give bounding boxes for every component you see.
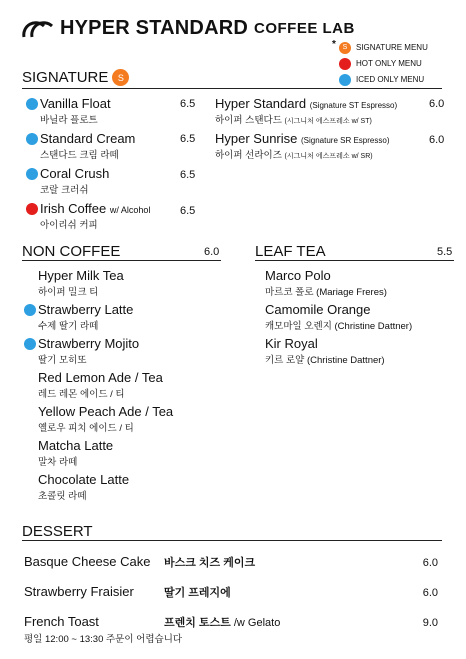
item-name-ko: 하이퍼 밀크 티 (38, 287, 99, 298)
item-price: 6.0 (429, 134, 445, 146)
signature-item (40, 166, 200, 196)
item-name: Hyper Standard (215, 96, 307, 111)
dessert-item (24, 614, 438, 630)
item-note: (Signature SR Espresso) (301, 136, 390, 145)
item-name-ko: 캐모마일 오렌지 (Christine Dattner) (265, 321, 413, 332)
signature-item (215, 131, 425, 161)
item-name-ko: 스탠다드 크림 라떼 (40, 150, 119, 161)
brand-header (22, 17, 355, 40)
hot-dot-icon (339, 58, 351, 70)
item-name-ko: 키르 로얄 (Christine Dattner) (265, 355, 385, 366)
item-name-ko: 아이리쉬 커피 (40, 220, 98, 231)
item-name-ko: 하이퍼 선라이즈 (215, 150, 282, 161)
legend (332, 39, 428, 88)
item-price: 6.0 (422, 587, 438, 599)
signature-divider (22, 88, 442, 89)
signature-badge-icon: S (339, 42, 351, 54)
leaf-tea-divider (255, 260, 454, 261)
item-name-ko: 초콜릿 라떼 (38, 491, 87, 502)
item-name-ko: 바닐라 플로트 (40, 115, 98, 126)
non-coffee-item (38, 336, 139, 366)
legend-iced-label: ICED ONLY MENU (356, 75, 425, 84)
item-note: w/ Alcohol (109, 205, 151, 215)
legend-signature (339, 40, 428, 56)
signature-section-title (22, 69, 129, 86)
item-name: Irish Coffee (40, 201, 107, 216)
item-name-ko: 말차 라떼 (38, 457, 78, 468)
item-name-ko: 마르코 폴로 (Mariage Freres) (265, 287, 387, 298)
item-price: 6.5 (180, 205, 196, 217)
item-name: Hyper Sunrise (215, 131, 298, 146)
item-name-ko: 딸기 모히또 (38, 355, 87, 366)
brand-logo-icon (22, 20, 54, 38)
hot-dot-icon (26, 203, 38, 215)
dessert-item (24, 554, 438, 570)
non-coffee-item (38, 438, 113, 468)
signature-item (40, 131, 200, 161)
item-name: Strawberry Fraisier (24, 584, 134, 599)
iced-dot-icon (26, 133, 38, 145)
legend-hot (339, 56, 428, 72)
non-coffee-price: 6.0 (204, 246, 220, 258)
item-name: Yellow Peach Ade / Tea (38, 404, 174, 419)
item-name-ko: 프렌치 토스트 (164, 617, 231, 629)
iced-dot-icon (26, 168, 38, 180)
item-note: /w Gelato (233, 617, 281, 629)
iced-dot-icon (24, 304, 36, 316)
item-name: Red Lemon Ade / Tea (38, 370, 163, 385)
item-price: 6.5 (180, 98, 196, 110)
item-name: Kir Royal (265, 336, 318, 351)
signature-item (215, 96, 425, 126)
legend-iced (339, 72, 428, 88)
item-name-ko: 바스크 치즈 케이크 (164, 557, 256, 569)
item-name: Hyper Milk Tea (38, 268, 124, 283)
item-name-ko: 하이퍼 스탠다드 (215, 115, 282, 126)
non-coffee-item (38, 302, 133, 332)
item-name: Marco Polo (265, 268, 331, 283)
item-price: 6.5 (180, 133, 196, 145)
signature-item (40, 96, 200, 126)
iced-dot-icon (339, 74, 351, 86)
dessert-section-title: DESSERT (22, 523, 93, 540)
dessert-item (24, 584, 438, 600)
non-coffee-item (38, 268, 124, 298)
item-name: Standard Cream (40, 131, 136, 146)
leaf-tea-item (265, 336, 385, 366)
leaf-tea-item (265, 268, 387, 298)
item-name: French Toast (24, 614, 99, 629)
item-note-ko: (시그니처 에스프레소 w/ ST) (284, 118, 372, 125)
leaf-tea-section-title: LEAF TEA (255, 243, 326, 260)
brand-name: HYPER STANDARD (60, 17, 248, 39)
non-coffee-section-title: NON COFFEE (22, 243, 121, 260)
iced-dot-icon (26, 98, 38, 110)
dessert-note: 평일 12:00 ~ 13:30 주문이 어렵습니다 (24, 634, 183, 645)
item-name-ko: 딸기 프레지에 (164, 587, 231, 599)
item-name: Strawberry Latte (38, 302, 134, 317)
dessert-divider (22, 540, 442, 541)
legend-hot-label: HOT ONLY MENU (356, 59, 422, 68)
non-coffee-item (38, 370, 163, 400)
item-name-ko: 레드 레몬 에이드 / 티 (38, 389, 125, 400)
item-name-ko: 옐로우 피치 에이드 / 티 (38, 423, 134, 434)
item-name: Vanilla Float (40, 96, 111, 111)
iced-dot-icon (24, 338, 36, 350)
non-coffee-item (38, 472, 129, 502)
item-price: 6.5 (180, 169, 196, 181)
item-name: Matcha Latte (38, 438, 114, 453)
non-coffee-item (38, 404, 173, 434)
item-note-ko: (시그니처 에스프레소 w/ SR) (284, 153, 373, 160)
signature-item (40, 201, 200, 231)
item-name: Basque Cheese Cake (24, 554, 151, 569)
item-name-ko: 수제 딸기 라떼 (38, 321, 99, 332)
item-note: (Signature ST Espresso) (309, 101, 398, 110)
leaf-tea-price: 5.5 (437, 246, 453, 258)
item-price: 6.0 (422, 557, 438, 569)
legend-signature-label: SIGNATURE MENU (356, 43, 428, 52)
signature-badge-icon: S (112, 69, 129, 86)
item-name-ko: 코랄 크러쉬 (40, 185, 89, 196)
non-coffee-divider (22, 260, 221, 261)
item-price: 6.0 (429, 98, 445, 110)
item-name: Coral Crush (40, 166, 110, 181)
item-name: Chocolate Latte (38, 472, 130, 487)
item-name: Camomile Orange (265, 302, 371, 317)
item-price: 9.0 (422, 617, 438, 629)
item-name: Strawberry Mojito (38, 336, 140, 351)
brand-subtitle: COFFEE LAB (254, 20, 355, 37)
legend-star: * (332, 39, 336, 50)
leaf-tea-item (265, 302, 412, 332)
signature-title-text: SIGNATURE (22, 69, 109, 86)
